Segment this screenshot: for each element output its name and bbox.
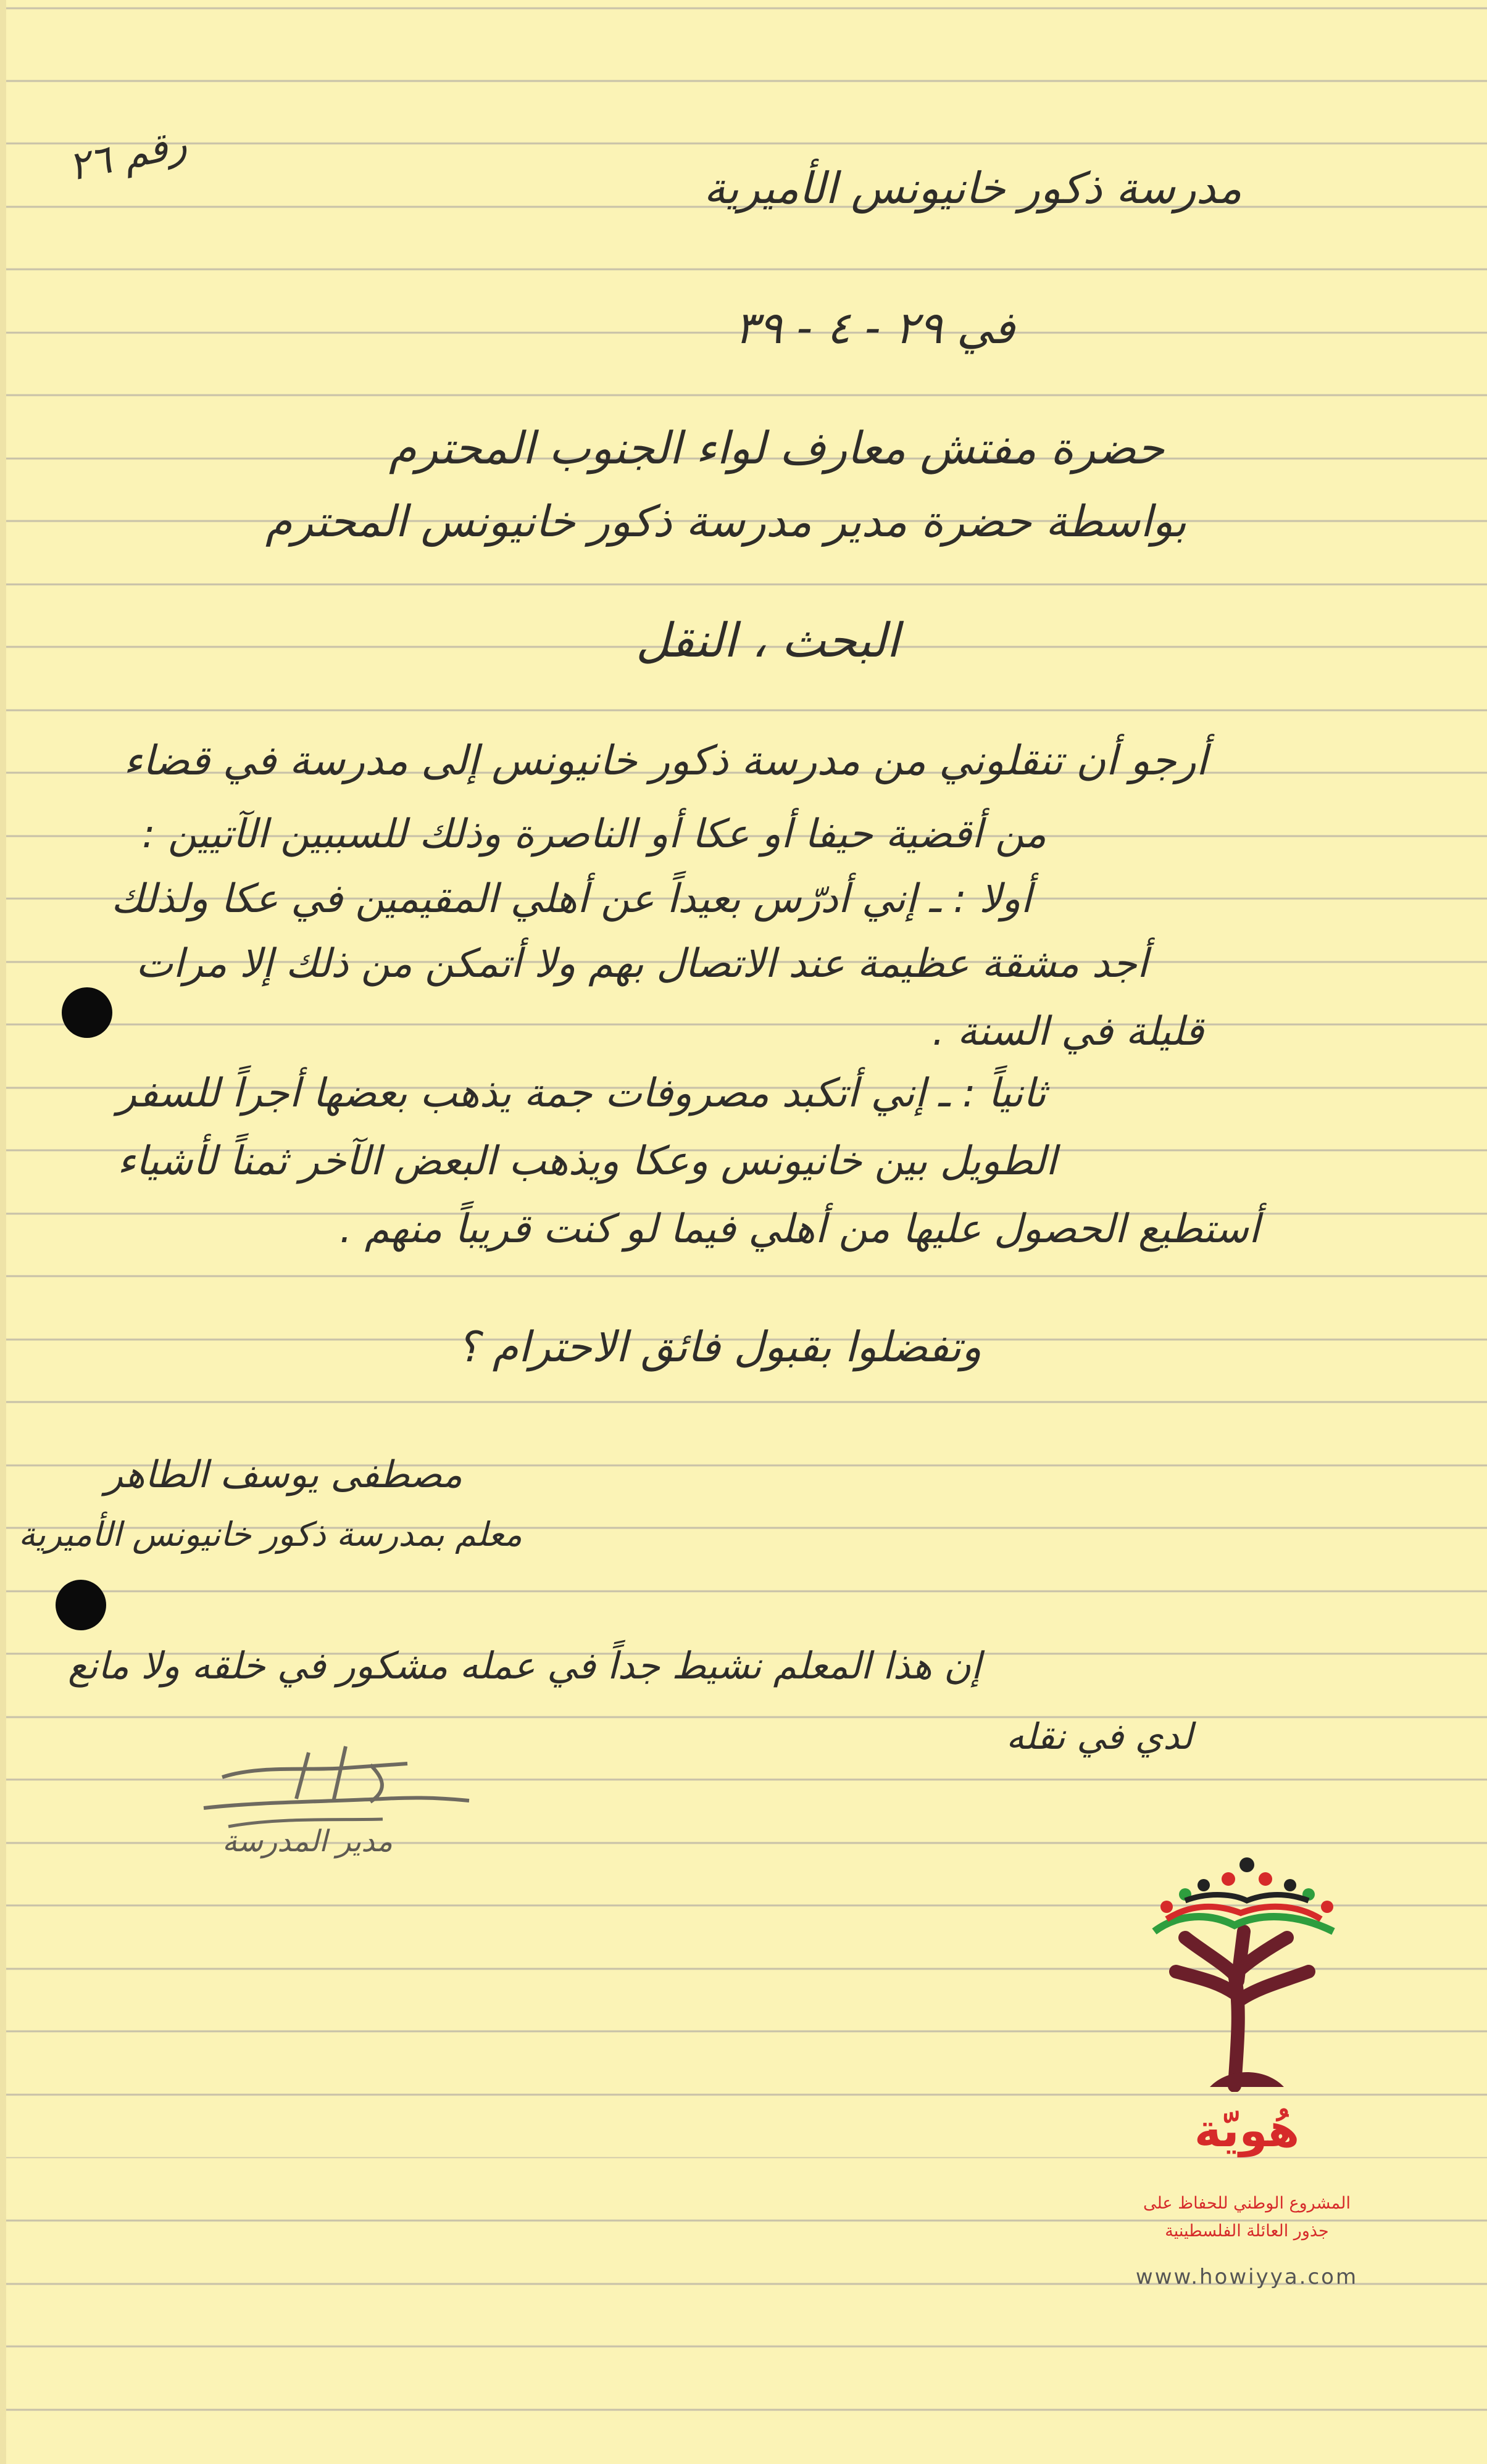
punch-hole: [62, 987, 112, 1038]
brand-name: هُويّة: [1194, 2104, 1300, 2157]
brand-tagline-2: جذور العائلة الفلسطينية: [1165, 2221, 1329, 2241]
body-line: أولا : ـ إني أدرّس بعيداً عن أهلي المقيمين في عكا ولذلك: [111, 876, 1032, 922]
letter-date: في ٢٩ - ٤ - ٣٩: [735, 302, 1015, 354]
director-signature: [185, 1740, 481, 1888]
reference-number: رقم ٢٦: [64, 120, 191, 191]
body-line: ثانياً : ـ إني أتكبد مصروفات جمة يذهب بعضها أجراً للسفر: [117, 1071, 1046, 1116]
endorsement-line: إن هذا المعلم نشيط جداً في عمله مشكور في خلقه ولا مانع: [68, 1645, 981, 1688]
via-line: بواسطة حضرة مدير مدرسة ذكور خانيونس المحترم: [265, 496, 1187, 547]
subject-line: البحث ، النقل: [636, 613, 899, 668]
brand-tagline-1: المشروع الوطني للحفاظ على: [1143, 2194, 1351, 2213]
body-line: قليلة في السنة .: [932, 1009, 1204, 1055]
sender-name: مصطفى يوسف الطاهر: [105, 1453, 463, 1496]
school-header: مدرسة ذكور خانيونس الأميرية: [704, 163, 1242, 214]
body-line: الطويل بين خانيونس وعكا ويذهب البعض الآخر ثمناً لأشياء: [117, 1139, 1057, 1184]
body-line: أجد مشقة عظيمة عند الاتصال بهم ولا أتمكن من ذلك إلا مرات: [136, 941, 1148, 987]
endorsement-line: لدي في نقله: [1006, 1715, 1193, 1757]
brand-url[interactable]: www.howiyya.com: [1135, 2265, 1359, 2289]
family-tree-icon: [1142, 1857, 1352, 2092]
addressee-line: حضرة مفتش معارف لواء الجنوب المحترم: [389, 422, 1165, 474]
closing-line: وتفضلوا بقبول فائق الاحترام ؟: [457, 1323, 982, 1372]
signature-caption: مدير المدرسة: [222, 1824, 393, 1859]
body-line: أستطيع الحصول عليها من أهلي فيما لو كنت قريباً منهم .: [339, 1206, 1260, 1252]
body-line: أرجو أن تنقلوني من مدرسة ذكور خانيونس إلى مدرسة في قضاء: [123, 737, 1207, 784]
howiyya-watermark: [1111, 1857, 1383, 2302]
punch-hole: [56, 1580, 106, 1630]
sender-title: معلم بمدرسة ذكور خانيونس الأميرية: [19, 1515, 522, 1554]
body-line: من أقضية حيفا أو عكا أو الناصرة وذلك للسببين الآتيين :: [142, 811, 1047, 857]
